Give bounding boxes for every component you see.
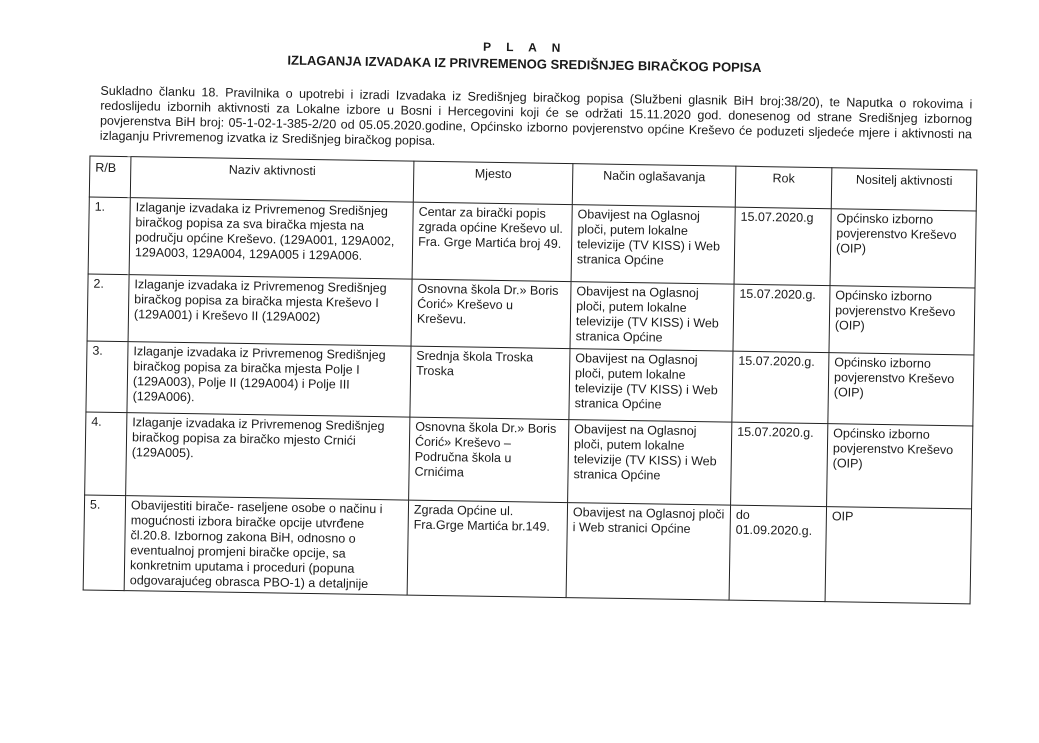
cell-how: Obavijest na Oglasnoj ploči, putem lokalne televizije (TV KISS) i Web stranica Općine [570, 282, 734, 352]
cell-name: Obavijestiti birače- raseljene osobe o načinu i mogućnosti izbora biračke opcije utvrđene čl.20.8. Izbornog zakona BiH, odnosno o eventualnoj promjeni biračke opcije, sa konkretnim uputama i proceduri (popuna odgovarajućeg obrasca PBO-1) a detaljnije [124, 496, 408, 595]
cell-how: Obavijest na Oglasnoj ploči, putem lokalne televizije (TV KISS) i Web stranica Općine [569, 349, 733, 423]
activities-table [83, 156, 978, 605]
cell-holder: Općinsko izborno povjerenstvo Kreševo (OIP) [828, 353, 974, 426]
cell-rb: 4. [85, 412, 127, 496]
cell-name: Izlaganje izvadaka iz Privremenog Središnjeg biračkog popisa za biračka mjesta Polje I (129A003), Polje II (129A004) i Polje III (129A006). [127, 342, 411, 417]
cell-rb: 2. [87, 274, 129, 342]
cell-rb: 5. [83, 495, 125, 591]
cell-rb: 1. [88, 197, 130, 275]
cell-holder: OIP [825, 507, 971, 604]
cell-deadline: 15.07.2020.g. [732, 351, 829, 423]
header-holder: Nositelj aktivnosti [831, 168, 977, 211]
header-place: Mjesto [413, 161, 573, 204]
cell-holder: Općinsko izborno povjerenstvo Kreševo (OIP) [830, 209, 976, 288]
cell-deadline: do 01.09.2020.g. [729, 505, 826, 601]
header-how: Način oglašavanja [572, 164, 736, 208]
cell-place: Zgrada Općine ul. Fra.Grge Martića br.149. [407, 500, 567, 597]
cell-how: Obavijest na Oglasnoj ploči, putem lokalne televizije (TV KISS) i Web stranica Općine [568, 420, 732, 506]
cell-deadline: 15.07.2020.g [734, 207, 831, 285]
cell-name: Izlaganje izvadaka iz Privremenog Središnjeg biračkog popisa za sva biračka mjesta na području općine Kreševo. (129A001, 129A002, 129A003, 129A004, 129A005 i 129A006. [129, 198, 413, 279]
cell-place: Centar za birački popis zgrada općine Kreševo ul. Fra. Grge Martića broj 49. [412, 202, 572, 281]
cell-place: Osnovna škola Dr.» Boris Ćorić» Kreševo u Kreševu. [411, 279, 571, 348]
intro-paragraph: Sukladno članku 18. Pravilnika o upotrebi i izradi Izvadaka iz Središnjeg biračkog popisa (Službeni glasnik BiH broj:38/20), te Naputka o rokovima i redoslijedu izbornih aktivnosti za Lokalne izbore u Bosni i Hercegovini koji će se održati 15.11.2020 god. donesenog od strane Središnjeg izbornog povjerenstva BiH broj: 05-1-02-1-385-2/20 od 05.05.2020.godine, Općinsko izborno povjerenstvo općine Kreševo će poduzeti sljedeće mjere i aktivnosti na izlaganju Privremenog izvatka iz Središnjeg biračkog popisa. [99, 83, 973, 148]
table-row [88, 197, 976, 288]
header-rb: R/B [89, 156, 131, 198]
cell-place: Srednja škola Troska Troska [410, 346, 570, 419]
cell-deadline: 15.07.2020.g. [731, 422, 828, 506]
table-row [85, 412, 973, 509]
document-title: P L A N [482, 39, 567, 56]
cell-name: Izlaganje izvadaka iz Privremenog Središnjeg biračkog popisa za biračka mjesta Kreševo I (129A001) i Kreševo II (129A002) [128, 275, 412, 346]
cell-how: Obavijest na Oglasnoj ploči i Web stranici Općine [566, 503, 730, 601]
cell-holder: Općinsko izborno povjerenstvo Kreševo (OIP) [829, 286, 975, 355]
cell-deadline: 15.07.2020.g. [733, 284, 830, 352]
cell-name: Izlaganje izvadaka iz Privremenog Središnjeg biračkog popisa za biračko mjesto Crnići (129A005). [126, 413, 410, 500]
cell-holder: Općinsko izborno povjerenstvo Kreševo (OIP) [827, 424, 973, 509]
cell-place: Osnovna škola Dr.» Boris Ćorić» Kreševo – Područna škola u Crnićima [409, 417, 569, 502]
cell-how: Obavijest na Oglasnoj ploči, putem lokalne televizije (TV KISS) i Web stranica Općine [571, 205, 735, 285]
document-subtitle: IZLAGANJA IZVADAKA IZ PRIVREMENOG SREDIŠNJEG BIRAČKOG POPISA [287, 52, 762, 76]
table-row [83, 495, 971, 604]
header-name: Naziv aktivnosti [130, 157, 414, 202]
cell-rb: 3. [86, 341, 128, 413]
header-deadline: Rok [735, 166, 832, 209]
